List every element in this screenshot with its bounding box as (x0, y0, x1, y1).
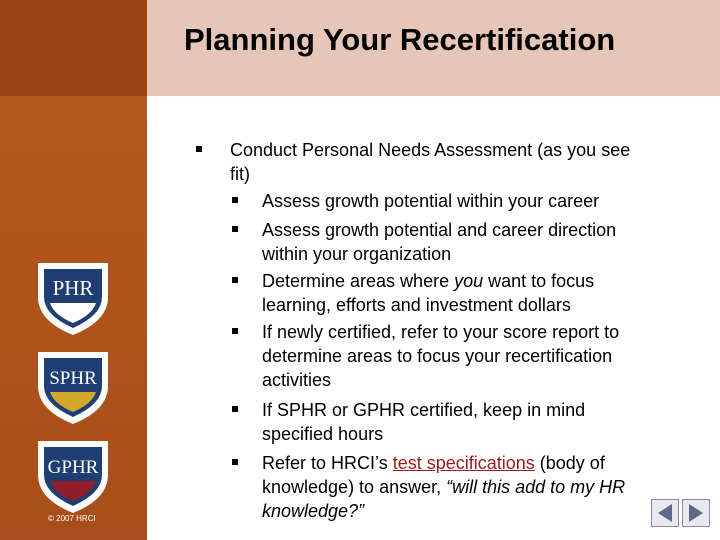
sub-item-6-line-1: Refer to HRCI’s test specifications (body of (262, 453, 605, 473)
main-bullet-icon (196, 146, 202, 152)
phr-shield-badge (28, 257, 118, 339)
sub-item-4-line-3: activities (262, 370, 332, 390)
main-item-line-2: fit) (230, 164, 250, 184)
sub-bullet-icon (232, 226, 238, 232)
sub-item-2-line-1: Assess growth potential and career direction (262, 220, 617, 240)
previous-slide-button[interactable] (651, 499, 679, 527)
sub-bullet-icon (232, 459, 238, 465)
sub-item-1-line-1: Assess growth potential within your career (262, 191, 600, 211)
sub-item-5-line-1: If SPHR or GPHR certified, keep in mind (262, 400, 586, 420)
sub-bullet-icon (232, 197, 238, 203)
test-specifications-link[interactable]: test specifications (392, 453, 535, 473)
phr-label: PHR (52, 276, 94, 300)
sub-item-3-line-1: Determine areas where you want to focus (262, 271, 595, 291)
sub-item-6-line-2: knowledge) to answer, “will this add to my HR (262, 477, 626, 497)
sub-bullet-icon (232, 406, 238, 412)
main-item-line-1: Conduct Personal Needs Assessment (as you see (230, 140, 631, 160)
gphr-label: GPHR (47, 457, 99, 478)
sub-item-5-line-2: specified hours (262, 424, 384, 444)
sub-bullet-icon (232, 328, 238, 334)
sphr-label: SPHR (49, 368, 97, 389)
sub-item-3-line-2: learning, efforts and investment dollars (262, 295, 571, 315)
sub-item-4-line-1: If newly certified, refer to your score report to (262, 322, 620, 342)
page-title: Planning Your Recertification (184, 22, 616, 57)
copyright-notice: © 2007 HRCI (48, 514, 96, 523)
sub-item-6-line-3: knowledge?” (262, 501, 365, 521)
sub-item-4-line-2: determine areas to focus your recertification (262, 346, 613, 366)
sub-item-2-line-2: within your organization (262, 244, 452, 264)
next-slide-button[interactable] (682, 499, 710, 527)
emphasis-you: you (454, 271, 484, 291)
sub-bullet-icon (232, 277, 238, 283)
sidebar-top-band (0, 0, 147, 96)
sphr-shield-badge (28, 346, 118, 428)
gphr-shield-badge (28, 435, 118, 517)
